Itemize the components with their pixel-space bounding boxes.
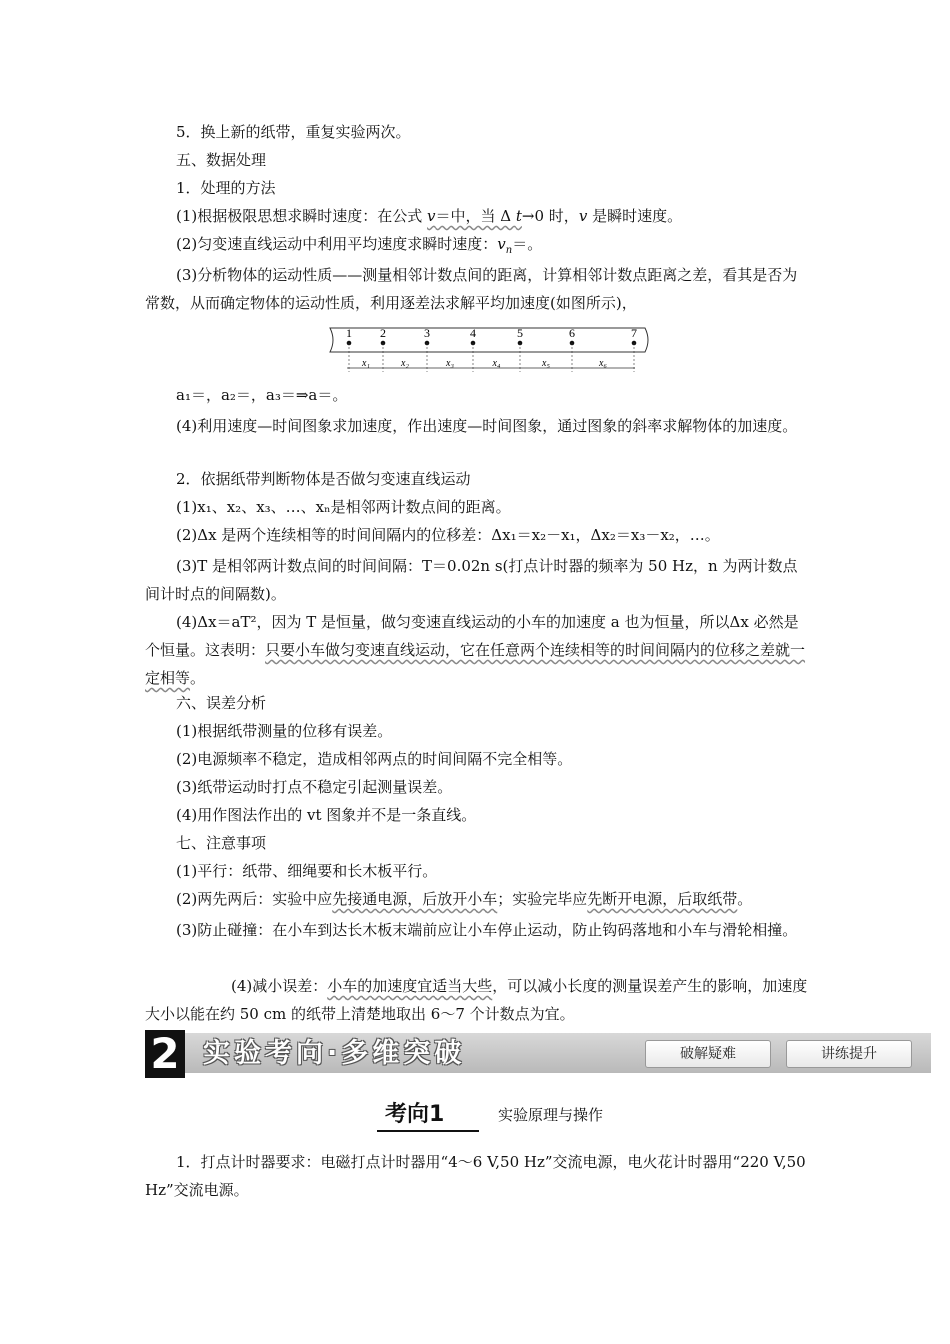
point-label: 1 [346, 326, 352, 340]
precaution-4: (4)减小误差：小车的加速度宜适当大些，可以减小长度的测量误差产生的影响，加速度大小以能在约 50 cm 的纸带上清楚地取出 6～7 个计数点为宜。 [145, 977, 808, 1023]
point-label: 7 [631, 326, 637, 340]
error-3: (3)纸带运动时打点不稳定引起测量误差。 [176, 778, 453, 796]
item-constant-difference: (4)Δx＝aT²，因为 T 是恒量，做匀变速直线运动的小车的加速度 a 也为恒量，所以Δx 必然是个恒量。这表明：只要小车做匀变速直线运动，它在任意两个连续相等的时间间隔内的位移之差就一定相等。 [145, 613, 806, 687]
resolve-difficulties-button[interactable]: 破解疑难 [645, 1040, 771, 1068]
practice-improve-button[interactable]: 讲练提升 [786, 1040, 912, 1068]
segment-label: x₁ [362, 358, 370, 369]
segment-label: x₃ [446, 358, 454, 369]
item-motion-analysis: (3)分析物体的运动性质——测量相邻计数点间的距离，计算相邻计数点距离之差，看其是否为常数，从而确定物体的运动性质，利用逐差法求解平均加速度(如图所示)， [145, 266, 798, 312]
precaution-3: (3)防止碰撞：在小车到达长木板末端前应让小车停止运动，防止钩码落地和小车与滑轮相撞。 [176, 921, 798, 939]
item-timer-requirements: 1．打点计时器要求：电磁打点计时器用“4～6 V,50 Hz”交流电源，电火花计时器用“220 V,50 Hz”交流电源。 [145, 1153, 806, 1199]
item-distances: (1)x₁、x₂、x₃、…、xₙ是相邻两计数点间的距离。 [176, 498, 511, 516]
precaution-1: (1)平行：纸带、细绳要和长木板平行。 [176, 862, 438, 880]
section-subtitle: 实验原理与操作 [498, 1106, 604, 1124]
item-vt-graph: (4)利用速度—时间图象求加速度，作出速度—时间图象，通过图象的斜率求解物体的加速度。 [176, 417, 798, 435]
error-2: (2)电源频率不稳定，造成相邻两点的时间间隔不完全相等。 [176, 750, 573, 768]
point-label: 2 [380, 326, 386, 340]
paper-tape-figure [327, 320, 652, 380]
section-title-underline [377, 1130, 479, 1132]
heading-error-analysis: 六、误差分析 [176, 694, 267, 712]
banner-title: 实验考向·多维突破 [203, 1038, 466, 1069]
segment-label: x₄ [492, 358, 501, 369]
segment-label: x₅ [542, 358, 550, 369]
point-label: 4 [470, 326, 476, 340]
segment-label: x₂ [401, 358, 409, 369]
section-title: 考向1 [385, 1102, 445, 1127]
point-label: 6 [569, 326, 575, 340]
point-label: 5 [517, 326, 523, 340]
item-time-interval: (3)T 是相邻两计数点间的时间间隔：T＝0.02n s(打点计时器的频率为 50 Hz，n 为两计数点间计时点的间隔数)。 [145, 557, 798, 603]
point-label: 3 [424, 326, 430, 340]
item-displacement-difference: (2)Δx 是两个连续相等的时间间隔内的位移差：Δx₁＝x₂－x₁，Δx₂＝x₃－x₂，…。 [176, 526, 720, 544]
error-4: (4)用作图法作出的 vt 图象并不是一条直线。 [176, 806, 477, 824]
heading-precautions: 七、注意事项 [176, 834, 267, 852]
formula-acceleration: a₁＝，a₂＝，a₃＝⇒a＝。 [176, 386, 348, 404]
error-1: (1)根据纸带测量的位移有误差。 [176, 722, 393, 740]
section-banner [145, 1030, 931, 1080]
heading-data-processing: 五、数据处理 [176, 151, 267, 169]
item-average-velocity: (2)匀变速直线运动中利用平均速度求瞬时速度：$v_n=$。 [176, 235, 543, 256]
subheading-method: 1．处理的方法 [176, 179, 276, 197]
segment-label: x₆ [599, 358, 607, 369]
banner-number: 2 [145, 1030, 185, 1078]
subheading-uniform-acceleration: 2．依据纸带判断物体是否做匀变速直线运动 [176, 470, 471, 488]
precaution-2: (2)两先两后：实验中应先接通电源，后放开小车；实验完毕应先断开电源，后取纸带。 [176, 890, 753, 908]
item-instant-velocity: (1)根据极限思想求瞬时速度：在公式 v＝中，当 Δ t→0 时，v 是瞬时速度。 [176, 207, 683, 225]
step-5: 5．换上新的纸带，重复实验两次。 [176, 123, 411, 141]
